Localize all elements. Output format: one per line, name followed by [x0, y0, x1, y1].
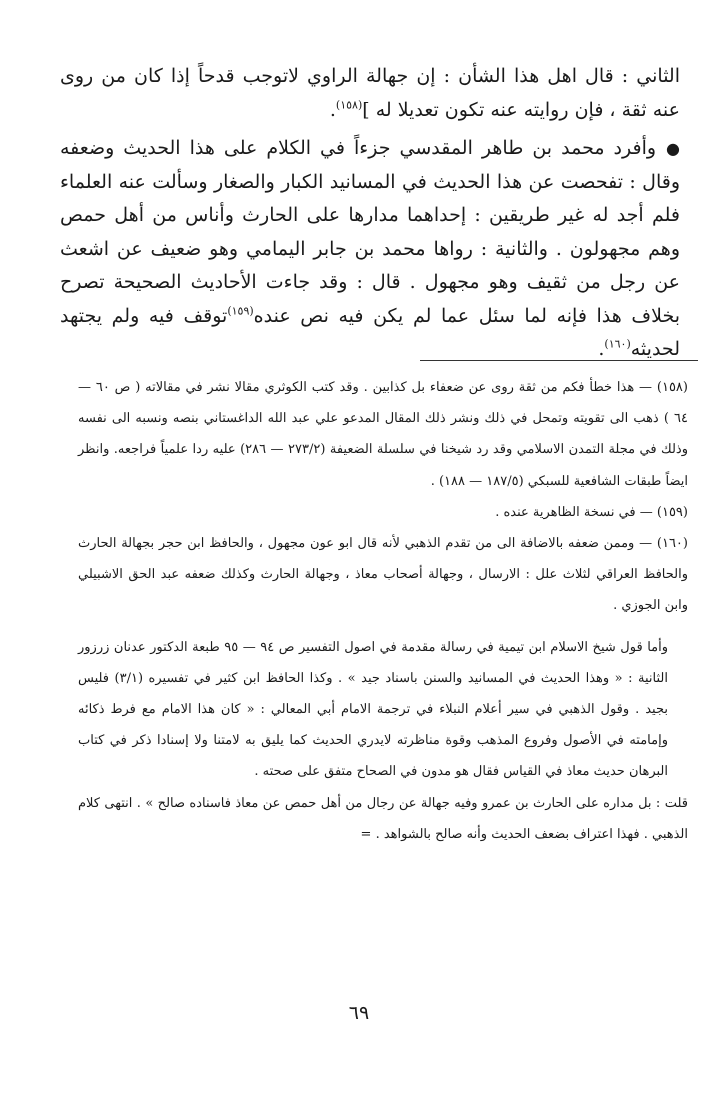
main-paragraph: [60, 132, 680, 367]
footnote-ref-160: (١٦٠): [604, 337, 631, 351]
footnote-160-continuation: وأما قول شيخ الاسلام ابن تيمية في رسالة مقدمة في اصول التفسير ص ٩٤ — ٩٥ طبعة الدكتور عدنان زرزور الثانية : « وهذا الحديث في المسانيد والسنن باسناد جيد » . وكذا الحافظ ابن كثير في تفسيره (٣/١) فليس بجيد . وقول الذهبي في سير أعلام النبلاء في ترجمة الامام أبي المعالي : « كان هذا الامام مع فرط ذكائه وإمامته في الأصول وفروع المذهب وقوة مناظرته لايدري الحديث كما يليق به لامتنا ولا إسنادا ذكر في كتاب البرهان حديث معاذ في القياس فقال هو مدون في الصحاح متفق على صحته .: [78, 639, 669, 780]
footnote-divider: [420, 360, 698, 361]
sentence-end: .: [598, 338, 605, 360]
footnote-158: (١٥٨) — هذا خطأ فكم من ثقة روى عن ضعفاء بل كذابين . وقد كتب الكوثري مقالا نشر في مقالاته ( ص ٦٠ — ٦٤ ) ذهب الى تقويته وتمحل في ذلك ونشر ذلك المقال المدعو علي عبد الله الداغستاني بنصه ونسبه الى نفسه وذلك في مجلة التمدن الاسلامي وقد رد شيخنا في سلسلة الضعيفة (٢٧٣/٢ — ٢٨٦) عليه ردا علمياً فراجعه. وانظر ايضاً طبقات الشافعية للسبكي (١٨٧/٥ — ١٨٨) .: [78, 380, 688, 489]
main-text: [60, 60, 680, 367]
paragraph-text: وأفرد محمد بن طاهر المقدسي جزءاً في الكلام على هذا الحديث وضعفه وقال : تفحصت عن هذا الحديث في المسانيد الكبار والصغار وسألت عنه العلماء فلم أجد له غير طريقين : إحداهما مدارها على الحارث وأناس من أهل حمص وهم مجهولون . والثانية : رواها محمد بن جابر اليمامي وهو ضعيف عن اشعث عن رجل من ثقيف وهو مجهول . قال : وقد جاءت الأحاديث الصحيحة تصرح بخلاف هذا فإنه لما سئل عما لم يكن فيه نص عنده: [60, 137, 680, 327]
main-paragraph: [60, 60, 680, 127]
paragraph-text-continued: توقف فيه ولم يجتهد لحديثه: [60, 304, 680, 360]
footnote-160: (١٦٠) — وممن ضعفه بالاضافة الى من تقدم الذهبي لأنه قال ابو عون مجهول ، والحافظ ابن حجر بجهالة الحارث والحافظ العراقي لثلاث علل : الارسال ، وجهالة أصحاب معاذ ، وجهالة الحارث وكذلك ضعفه عبد الحق الاشبيلي وابن الجوزي .: [78, 536, 688, 614]
footnotes: [78, 372, 688, 850]
footnote-ref-159: (١٥٩): [227, 304, 254, 318]
sentence-end: .: [329, 98, 336, 121]
paragraph-text: الثاني : قال اهل هذا الشأن : إن جهالة الراوي لاتوجب قدحاً إذا كان من روى عنه ثقة ، فإن روايته عنه تكون تعديلا له ]: [60, 65, 680, 121]
footnote-159: (١٥٩) — في نسخة الظاهرية عنده .: [495, 504, 688, 520]
bullet-icon: ●: [666, 139, 680, 158]
page-number: ٦٩: [348, 1002, 370, 1024]
footnote-160-continuation: قلت : بل مداره على الحارث بن عمرو وفيه جهالة عن رجال من أهل حمص عن معاذ فاسناده صالح » . انتهى كلام الذهبي . فهذا اعتراف بضعف الحديث وأنه صالح بالشواهد . =: [78, 795, 688, 842]
footnote-ref-158: (١٥٨): [335, 98, 363, 112]
